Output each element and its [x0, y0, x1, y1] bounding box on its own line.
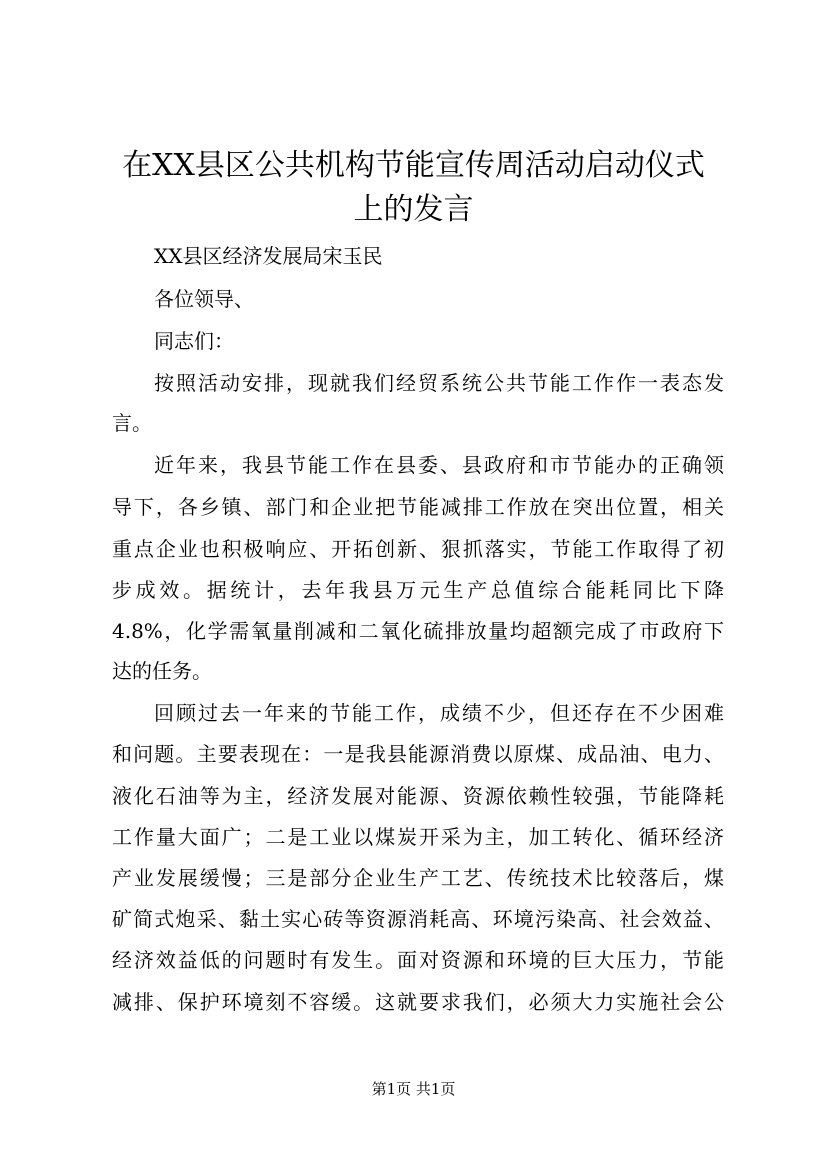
- salutation-leaders: 各位领导、: [154, 287, 254, 311]
- paragraph-3-line: 工作量大面广；二是工业以煤炭开采为主，加工转化、循环经济: [112, 825, 724, 849]
- salutation-comrades: 同志们：: [154, 329, 234, 353]
- paragraph-3-line: 经济效益低的问题时有发生。面对资源和环境的巨大压力，节能: [112, 948, 724, 972]
- paragraph-3-line: 减排、保护环境刻不容缓。这就要求我们，必须大力实施社会公: [112, 990, 724, 1014]
- paragraph-3-line: 回顾过去一年来的节能工作，成绩不少，但还存在不少困难: [154, 701, 724, 725]
- paragraph-3-line: 液化石油等为主，经济发展对能源、资源依赖性较强，节能降耗: [112, 784, 724, 808]
- document-title: [100, 144, 727, 232]
- paragraph-2-line: 近年来，我县节能工作在县委、县政府和市节能办的正确领: [154, 453, 724, 477]
- title-line-1: 在XX县区公共机构节能宣传周活动启动仪式: [122, 148, 705, 183]
- paragraph-1-line: 按照活动安排，现就我们经贸系统公共节能工作作一表态发: [154, 371, 724, 395]
- paragraph-2-line: 4.8%，化学需氧量削减和二氧化硫排放量均超额完成了市政府下: [112, 619, 724, 643]
- title-line-2: 上的发言: [353, 192, 474, 227]
- paragraph-2-line: 重点企业也积极响应、开拓创新、狠抓落实，节能工作取得了初: [112, 537, 724, 561]
- paragraph-2-line: 达的任务。: [112, 659, 212, 683]
- paragraph-3-line: 产业发展缓慢；三是部分企业生产工艺、传统技术比较落后，煤: [112, 866, 724, 890]
- paragraph-3-line: 矿简式炮采、黏土实心砖等资源消耗高、环境污染高、社会效益、: [112, 907, 724, 931]
- page-footer: 第1页 共1页: [371, 1080, 456, 1098]
- paragraph-1-line: 言。: [112, 411, 152, 435]
- paragraph-2-line: 步成效。据统计，去年我县万元生产总值综合能耗同比下降: [112, 578, 724, 602]
- paragraph-3-line: 和问题。主要表现在：一是我县能源消费以原煤、成品油、电力、: [112, 742, 724, 766]
- author-line: XX县区经济发展局宋玉民: [154, 244, 383, 268]
- paragraph-2-line: 导下，各乡镇、部门和企业把节能减排工作放在突出位置，相关: [112, 495, 724, 519]
